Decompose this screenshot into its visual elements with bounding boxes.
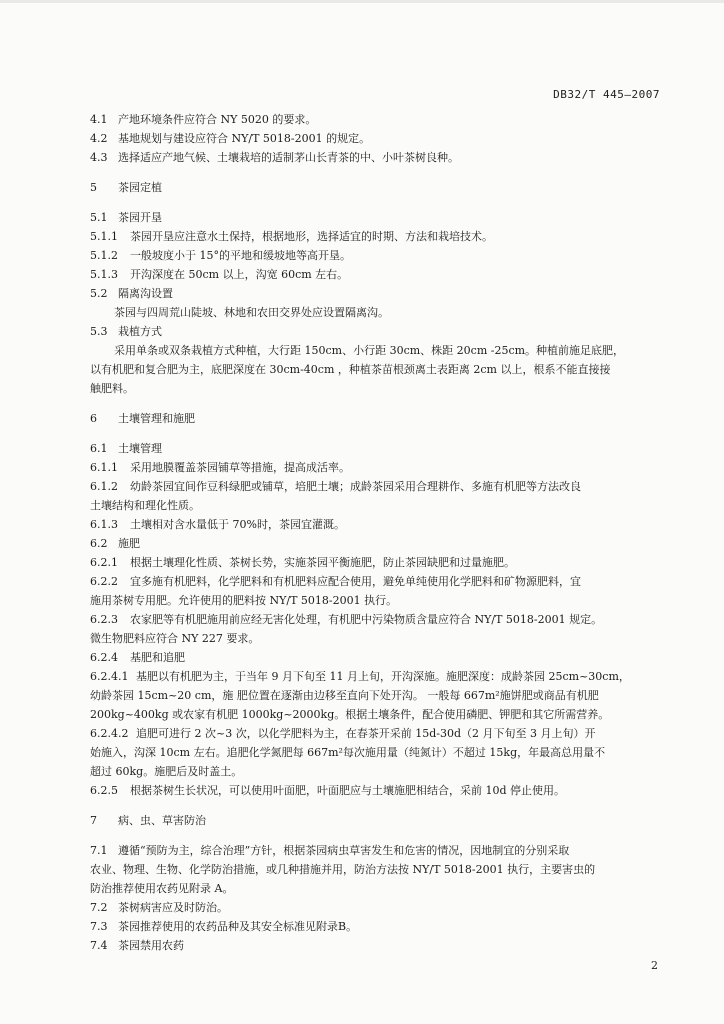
- text-line: [90, 148, 660, 167]
- text-line: [90, 227, 660, 246]
- clause-text: 基地规划与建设应符合 NY/T 5018-2001 的规定。: [118, 132, 371, 145]
- text-line: [90, 762, 660, 781]
- text-line: [90, 534, 660, 553]
- paragraph-gap: [90, 830, 660, 841]
- paragraph-gap: [90, 197, 660, 208]
- clause-number: 6.1.1: [90, 461, 118, 474]
- text-line: [90, 648, 660, 667]
- paragraph-gap: [90, 800, 660, 811]
- clause-text: 始施入，沟深 10cm 左右。追肥化学氮肥每 667m²每次施用量（纯氮计）不超过 15kg，年最高总用量不: [90, 746, 606, 759]
- clause-number: 6.1.2: [90, 480, 118, 493]
- clause-text: 200kg~400kg 或农家有机肥 1000kg~2000kg。根据土壤条件，配合使用磷肥、钾肥和其它所需营养。: [90, 708, 610, 721]
- clause-text: 茶园推荐使用的农药品种及其安全标准见附录B。: [118, 920, 358, 933]
- paragraph-gap: [90, 428, 660, 439]
- clause-text: 采用单条或双条栽植方式种植，大行距 150cm、小行距 30cm、株距 20cm -25cm。种植前施足底肥，: [114, 344, 625, 357]
- clause-text: 土壤相对含水量低于 70%时，茶园宜灌溉。: [130, 518, 345, 531]
- clause-number: 6.2.5: [90, 784, 118, 797]
- clause-number: 4.2: [90, 132, 108, 145]
- clause-text: 土壤管理: [118, 442, 162, 455]
- text-line: [90, 284, 660, 303]
- clause-number: 6.2.2: [90, 575, 118, 588]
- clause-text: 根据茶树生长状况，可以使用叶面肥，叶面肥应与土壤施肥相结合，采前 10d 停止使用。: [130, 784, 566, 797]
- clause-number: 6.1: [90, 442, 108, 455]
- text-line: [90, 129, 660, 148]
- clause-number: 4.3: [90, 151, 108, 164]
- clause-text: 遵循“预防为主，综合治理”方针，根据茶园病虫草害发生和危害的情况，因地制宜的分别采取: [118, 844, 570, 857]
- text-line: [90, 246, 660, 265]
- clause-text: 基肥和追肥: [130, 651, 185, 664]
- clause-text: 根据土壤理化性质、茶树长势，实施茶园平衡施肥，防止茶园缺肥和过量施肥。: [130, 556, 515, 569]
- text-line: [90, 686, 660, 705]
- text-line: [90, 341, 660, 360]
- text-line: [90, 743, 660, 762]
- clause-number: 6.2.4.2: [90, 727, 129, 740]
- clause-text: 土壤结构和理化性质。: [90, 499, 200, 512]
- clause-text: 超过 60kg。施肥后及时盖土。: [90, 765, 243, 778]
- clause-text: 农家肥等有机肥施用前应经无害化处理，有机肥中污染物质含量应符合 NY/T 5018-2001 规定。: [130, 613, 603, 626]
- text-line: [90, 724, 660, 743]
- text-line: [90, 667, 660, 686]
- clause-number: 5.1.1: [90, 230, 118, 243]
- clause-text: 施用茶树专用肥。允许使用的肥料按 NY/T 5018-2001 执行。: [90, 594, 398, 607]
- text-line: [90, 879, 660, 898]
- text-line: [90, 439, 660, 458]
- document-body: [90, 110, 660, 955]
- text-line: [90, 178, 660, 197]
- clause-number: 6.2.4: [90, 651, 118, 664]
- clause-text: 茶园定植: [118, 181, 162, 194]
- paragraph-gap: [90, 167, 660, 178]
- clause-number: 5.1: [90, 211, 108, 224]
- paragraph-gap: [90, 398, 660, 409]
- clause-number: 6.2.1: [90, 556, 118, 569]
- clause-text: 隔离沟设置: [118, 287, 173, 300]
- clause-text: 以有机肥和复合肥为主，底肥深度在 30cm-40cm ，种植茶苗根颈离土表距离 2cm 以上，根系不能直接接: [90, 363, 611, 376]
- clause-text: 幼龄茶园 15cm~20 cm，施 肥位置在逐渐由边移至直向下处开沟。 一般每 667m²施饼肥或商品有机肥: [90, 689, 599, 702]
- text-line: [90, 841, 660, 860]
- text-line: [90, 477, 660, 496]
- text-line: [90, 781, 660, 800]
- clause-text: 茶园禁用农药: [118, 939, 184, 952]
- clause-number: 6.2.3: [90, 613, 118, 626]
- clause-number: 6.2: [90, 537, 108, 550]
- clause-text: 农业、物理、生物、化学防治措施，或几种措施并用，防治方法按 NY/T 5018-2001 执行，主要害虫的: [90, 863, 596, 876]
- clause-text: 产地环境条件应符合 NY 5020 的要求。: [118, 113, 317, 126]
- text-line: [90, 591, 660, 610]
- text-line: [90, 629, 660, 648]
- clause-number: 7.3: [90, 920, 108, 933]
- clause-text: 防治推荐使用农药见附录 A。: [90, 882, 234, 895]
- text-line: [90, 496, 660, 515]
- clause-text: 茶园与四周荒山陡坡、林地和农田交界处应设置隔离沟。: [114, 306, 389, 319]
- clause-number: 5.3: [90, 325, 108, 338]
- text-line: [90, 860, 660, 879]
- clause-text: 茶园开垦应注意水土保持，根据地形，选择适宜的时期、方法和栽培技术。: [130, 230, 493, 243]
- clause-number: 7: [90, 814, 97, 827]
- clause-number: 6.1.3: [90, 518, 118, 531]
- text-line: [90, 303, 660, 322]
- page-number: 2: [651, 959, 658, 972]
- text-line: [90, 208, 660, 227]
- clause-text: 采用地膜覆盖茶园铺草等措施，提高成活率。: [130, 461, 350, 474]
- clause-number: 7.2: [90, 901, 108, 914]
- text-line: [90, 936, 660, 955]
- text-line: [90, 553, 660, 572]
- clause-number: 5.1.3: [90, 268, 118, 281]
- clause-text: 土壤管理和施肥: [118, 412, 195, 425]
- clause-text: 宜多施有机肥料，化学肥料和有机肥料应配合使用，避免单纯使用化学肥料和矿物源肥料，宜: [130, 575, 581, 588]
- text-line: [90, 572, 660, 591]
- clause-number: 5.1.2: [90, 249, 118, 262]
- text-line: [90, 409, 660, 428]
- clause-number: 6: [90, 412, 97, 425]
- clause-text: 选择适应产地气候、土壤栽培的适制茅山长青茶的中、小叶茶树良种。: [118, 151, 459, 164]
- text-line: [90, 610, 660, 629]
- clause-text: 一般坡度小于 15°的平地和缓坡地等高开垦。: [130, 249, 351, 262]
- scan-edge: [0, 0, 724, 3]
- text-line: [90, 379, 660, 398]
- clause-text: 栽植方式: [118, 325, 162, 338]
- clause-text: 病、虫、草害防治: [118, 814, 206, 827]
- text-line: [90, 265, 660, 284]
- clause-text: 开沟深度在 50cm 以上，沟宽 60cm 左右。: [130, 268, 349, 281]
- clause-text: 茶树病害应及时防治。: [118, 901, 228, 914]
- text-line: [90, 458, 660, 477]
- clause-text: 幼龄茶园宜间作豆科绿肥或铺草，培肥土壤；成龄茶园采用合理耕作、多施有机肥等方法改良: [130, 480, 581, 493]
- clause-text: 基肥以有机肥为主，于当年 9 月下旬至 11 月上旬，开沟深施。施肥深度：成龄茶园 25cm~30cm，: [136, 670, 630, 683]
- text-line: [90, 360, 660, 379]
- text-line: [90, 110, 660, 129]
- clause-text: 茶园开垦: [118, 211, 162, 224]
- standard-code: DB32/T 445—2007: [553, 88, 660, 101]
- text-line: [90, 705, 660, 724]
- clause-number: 5: [90, 181, 97, 194]
- clause-number: 7.4: [90, 939, 108, 952]
- clause-number: 6.2.4.1: [90, 670, 129, 683]
- text-line: [90, 515, 660, 534]
- clause-text: 施肥: [118, 537, 140, 550]
- text-line: [90, 898, 660, 917]
- clause-text: 追肥可进行 2 次~3 次，以化学肥料为主，在春茶开采前 15d-30d（2 月下旬至 3 月上旬）开: [136, 727, 596, 740]
- clause-number: 4.1: [90, 113, 108, 126]
- clause-text: 微生物肥料应符合 NY 227 要求。: [90, 632, 260, 645]
- text-line: [90, 917, 660, 936]
- clause-number: 7.1: [90, 844, 108, 857]
- text-line: [90, 322, 660, 341]
- text-line: [90, 811, 660, 830]
- clause-number: 5.2: [90, 287, 108, 300]
- clause-text: 触肥料。: [90, 382, 134, 395]
